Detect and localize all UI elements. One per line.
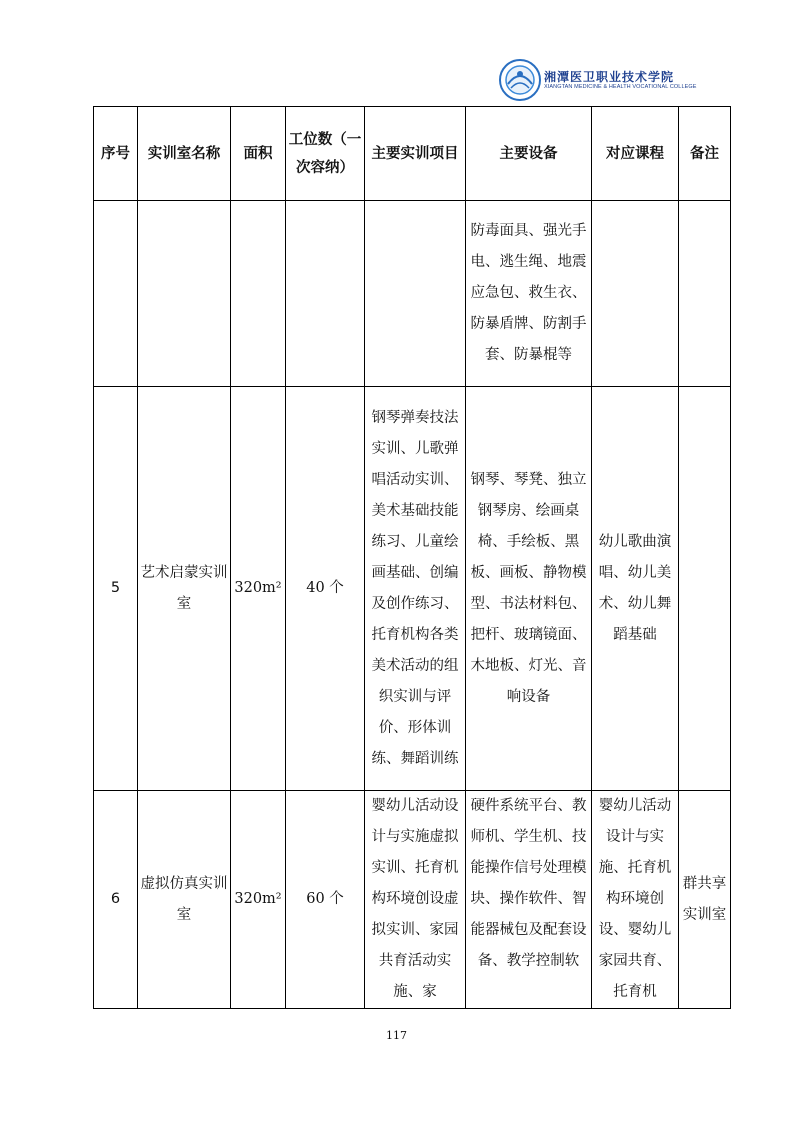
row-notes: 群共享实训室	[679, 791, 731, 1009]
row-notes	[679, 201, 731, 387]
header-stations: 工位数（一次容纳）	[286, 107, 365, 201]
row-stations: 60 个	[286, 791, 365, 1009]
table-row	[94, 387, 731, 791]
row-notes	[679, 387, 731, 791]
row-stations: 40 个	[286, 387, 365, 791]
row-room-name: 艺术启蒙实训室	[138, 387, 231, 791]
row-projects: 婴幼儿活动设计与实施虚拟实训、托育机构环境创设虚拟实训、家园共育活动实施、家	[365, 791, 466, 1009]
row-courses: 婴幼儿活动设计与实施、托育机构环境创设、婴幼儿家园共育、托育机	[592, 791, 679, 1009]
college-emblem-icon	[498, 58, 542, 102]
row-projects	[365, 201, 466, 387]
row-stations	[286, 201, 365, 387]
row-room-name: 虚拟仿真实训室	[138, 791, 231, 1009]
table-row	[94, 201, 731, 387]
row-equipment: 钢琴、琴凳、独立钢琴房、绘画桌椅、手绘板、黑板、画板、静物模型、书法材料包、把杆、玻璃镜面、木地板、灯光、音响设备	[466, 387, 592, 791]
row-projects: 钢琴弹奏技法实训、儿歌弹唱活动实训、美术基础技能练习、儿童绘画基础、创编及创作练习、托育机构各类美术活动的组织实训与评价、形体训练、舞蹈训练	[365, 387, 466, 791]
college-name-en: XIANGTAN MEDICINE & HEALTH VOCATIONAL COLLEGE	[544, 84, 697, 90]
table-row	[94, 791, 731, 1009]
college-name: 湘潭医卫职业技术学院	[544, 70, 675, 84]
row-no: 5	[94, 387, 138, 791]
row-area: 320m²	[231, 791, 286, 1009]
row-no	[94, 201, 138, 387]
row-no: 6	[94, 791, 138, 1009]
training-room-table	[93, 106, 731, 1009]
header-no: 序号	[94, 107, 138, 201]
row-equipment: 硬件系统平台、教师机、学生机、技能操作信号处理模块、操作软件、智能器械包及配套设备、教学控制软	[466, 791, 592, 1009]
row-courses	[592, 201, 679, 387]
header-notes: 备注	[679, 107, 731, 201]
header-room-name: 实训室名称	[138, 107, 231, 201]
row-area	[231, 201, 286, 387]
table-header-row	[94, 107, 731, 201]
row-room-name	[138, 201, 231, 387]
header-courses: 对应课程	[592, 107, 679, 201]
header-equipment: 主要设备	[466, 107, 592, 201]
page-number: 117	[386, 1029, 407, 1042]
row-equipment: 防毒面具、强光手电、逃生绳、地震应急包、救生衣、防暴盾牌、防割手套、防暴棍等	[466, 201, 592, 387]
header-area: 面积	[231, 107, 286, 201]
row-courses: 幼儿歌曲演唱、幼儿美术、幼儿舞蹈基础	[592, 387, 679, 791]
header-projects: 主要实训项目	[365, 107, 466, 201]
row-area: 320m²	[231, 387, 286, 791]
